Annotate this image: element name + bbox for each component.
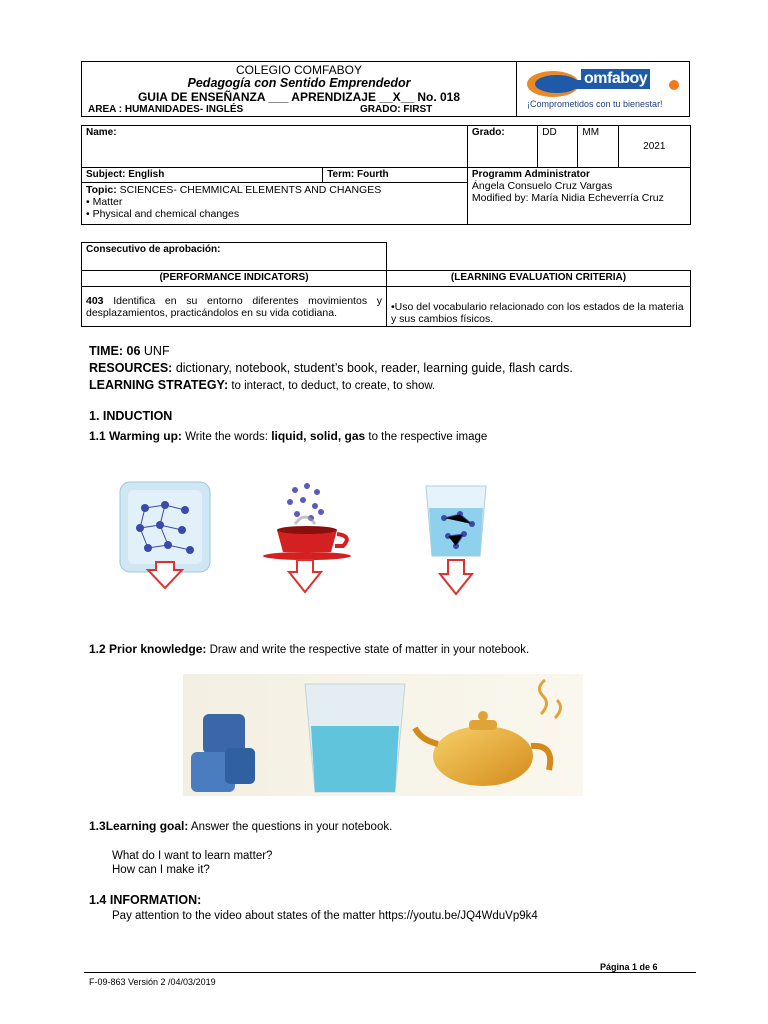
criteria-cell	[387, 287, 691, 327]
year-value: 2021	[643, 141, 666, 152]
resources-label: RESOURCES:	[89, 361, 173, 375]
mm-cell	[578, 126, 618, 168]
learning-goal-line	[89, 819, 392, 833]
modified-by: Modified by: María Nidia Echeverría Cruz	[471, 192, 664, 204]
warm-text: to the respective image	[365, 431, 488, 443]
indicator-text: Identifica en su entorno diferentes movimientos y desplazamientos, practicándolos en su vida cotidiana.	[86, 294, 382, 319]
water-glass-image	[420, 478, 500, 603]
induction-title: 1. INDUCTION	[89, 409, 173, 423]
mm-label: MM	[582, 127, 600, 138]
blank-cell	[387, 243, 691, 271]
student-info-table	[81, 125, 691, 225]
goal-num: 1.3	[89, 819, 106, 833]
warm-num: 1.1	[89, 429, 106, 443]
logo-box	[516, 61, 690, 117]
year-cell	[618, 126, 690, 168]
logo-tagline: ¡Comprometidos con tu bienestar!	[527, 99, 663, 109]
consecutivo-cell	[82, 243, 387, 271]
time-value: 06	[123, 344, 144, 358]
subject-value: Subject: English	[86, 169, 165, 180]
name-cell[interactable]	[82, 126, 468, 168]
tea-cup-image	[255, 480, 365, 605]
strategy-value: to interact, to deduct, to create, to show.	[228, 380, 436, 392]
strategy-label: LEARNING STRATEGY:	[89, 378, 229, 392]
criteria-text: •Uso del vocabulario relacionado con los estados de la materia y sus cambios físicos.	[391, 301, 684, 325]
topic-item: • Matter	[86, 196, 123, 208]
prior-knowledge-line	[89, 642, 529, 656]
goal-text: Answer the questions in your notebook.	[188, 821, 393, 833]
dd-cell	[538, 126, 578, 168]
prior-text: Draw and write the respective state of matter in your notebook.	[206, 644, 530, 656]
grade-label: GRADO: FIRST	[360, 104, 433, 115]
prior-num: 1.2	[89, 642, 106, 656]
term-value: Term: Fourth	[327, 169, 389, 180]
topic-value: SCIENCES- CHEMMICAL ELEMENTS AND CHANGES	[116, 184, 382, 196]
resources-value: dictionary, notebook, student’s book, reader, learning guide, flash cards.	[172, 361, 573, 375]
indicator-code: 403	[86, 294, 104, 307]
area-label: AREA : HUMANIDADES- INGLÉS	[88, 104, 244, 115]
warm-text: Write the words:	[181, 431, 272, 443]
goal-label: Learning goal:	[105, 819, 189, 833]
school-name: COLEGIO COMFABOY	[235, 63, 363, 77]
page-number: Página 1 de 6	[600, 962, 658, 972]
strategy-line	[89, 378, 435, 392]
subject-cell	[82, 168, 323, 183]
topic-item: • Physical and chemical changes	[86, 208, 240, 220]
warm-label: Warming up:	[109, 429, 182, 443]
grado-label: Grado:	[471, 127, 505, 138]
time-unit: UNF	[143, 344, 170, 358]
admin-label: Programm Administrator	[471, 169, 590, 180]
footer-divider	[84, 972, 696, 973]
ice-cube-image	[110, 470, 220, 600]
name-label: Name:	[86, 127, 117, 138]
consecutivo-label: Consecutivo de aprobación:	[86, 244, 221, 255]
question-1: What do I want to learn matter?	[112, 850, 273, 862]
information-title: 1.4 INFORMATION:	[89, 893, 202, 907]
performance-header	[82, 271, 387, 287]
warm-words: liquid, solid, gas	[271, 429, 366, 443]
indicator-cell	[82, 287, 387, 327]
criteria-header	[387, 271, 691, 287]
prior-label: Prior knowledge:	[109, 642, 207, 656]
topic-cell	[82, 183, 468, 225]
approval-table	[81, 242, 691, 327]
time-label: TIME:	[89, 344, 124, 358]
footer-version: F-09-863 Versión 2 /04/03/2019	[89, 977, 216, 987]
logo-wordmark: omfaboy	[581, 69, 650, 89]
topic-label: Topic:	[86, 184, 117, 196]
dd-label: DD	[542, 127, 557, 138]
resources-line	[89, 361, 573, 375]
question-2: How can I make it?	[112, 864, 210, 876]
guide-line: GUIA DE ENSEÑANZA ___ APRENDIZAJE __X__ No. 018	[137, 90, 461, 104]
grado-cell	[467, 126, 537, 168]
term-cell	[323, 168, 468, 183]
header-block	[81, 61, 517, 117]
information-text: Pay attention to the video about states of the matter https://youtu.be/JQ4WduVp9k4	[112, 910, 538, 922]
admin-name: Ángela Consuelo Cruz Vargas	[471, 180, 613, 192]
performance-header-label: (PERFORMANCE INDICATORS)	[159, 272, 309, 283]
time-line	[89, 344, 170, 358]
school-motto: Pedagogía con Sentido Emprendedor	[187, 76, 411, 90]
admin-cell	[467, 168, 690, 225]
states-of-matter-photo	[183, 674, 583, 796]
criteria-header-label: (LEARNING EVALUATION CRITERIA)	[450, 272, 627, 283]
warming-up-line	[89, 429, 487, 443]
